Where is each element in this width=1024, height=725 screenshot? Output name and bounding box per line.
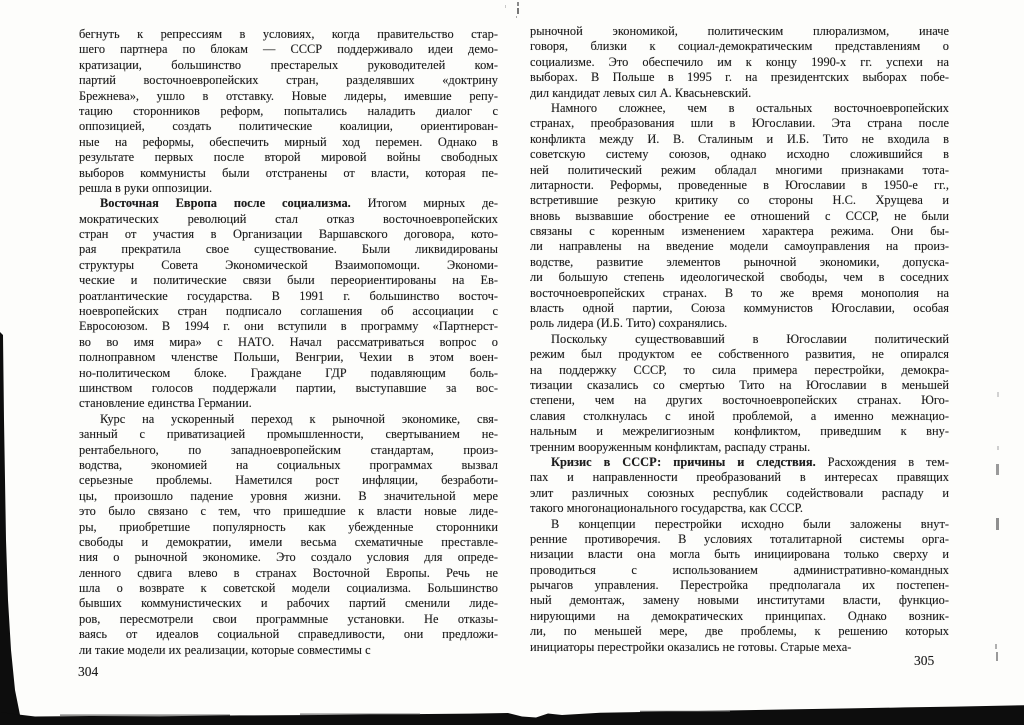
paragraph [530,455,949,517]
paragraph [530,517,949,656]
text-line: но-политическом блоке. Граждане ГДР подавляющим боль- [79,365,498,380]
text-line: ные на реформы, обеспечить мирный ход перемен. Однако в [79,134,498,149]
text-line: В концепции перестройки исходно были заложены внут- [551,516,949,531]
text-line: мократических революций стал отказ восточноевропейских [79,211,498,226]
text-line: во во имя мира» с НАТО. Начал рассматриваться вопрос о [79,334,498,349]
scan-speck-artifact [996,464,999,475]
text-line: социализме. Это обеспечило им к концу 1990-х гг. успехи на [530,54,949,69]
text-line: встретившие резкую критику со стороны Н.С. Хрущева и [530,193,949,208]
text-line: свободы и демократии, имели весьма схематичные преставле- [79,534,498,549]
page-number-left: 304 [78,664,99,679]
text-line: структуры Совета Экономической Взаимопомощи. Экономи- [79,257,498,272]
text-line: кратизации, большинство престарелых руководителей ком- [79,57,498,72]
text-line: партий восточноевропейских стран, разделявших «доктрину [79,73,498,88]
binding-smudge-artifact [516,16,517,18]
paragraph [530,24,949,101]
text-line: советскую систему союзов, однако исходно сложившийся в [530,147,949,162]
bottom-edge-texture [640,711,730,712]
text-line: ния о рыночной экономике. Это создало условия для опреде- [79,550,498,565]
scan-speck-artifact [995,644,997,649]
text-line: странах, преобразования шли в Югославии. Эта страна после [530,116,949,131]
left-edge-shadow [0,332,24,725]
binding-smudge-artifact [517,2,519,6]
text-line: серьезные проблемы. Наметился рост инфляции, безработи- [79,473,498,488]
text-line: шла о возврате к советской модели социализма. Большинство [79,581,498,596]
scan-speck-artifact [996,652,998,661]
text-line: шинством голосов поддержали партии, выступавшие за вос- [79,380,498,395]
text-line: на поддержку СССР, то сила примера перестройки, демокра- [530,362,949,377]
paragraph [79,196,498,411]
scan-speck-artifact [997,446,999,450]
text-line: ноевропейских стран подписало соглашения об ассоциации с [79,304,498,319]
bottom-edge-shadow [0,705,1024,725]
text-line: Брежнева», ушло в отставку. Новые лидеры, имевшие репу- [79,88,498,103]
text-line: стран от участия в Организации Варшавского договора, кото- [79,227,498,242]
text-line: выборов коммунисты были отстранены от власти, которая пе- [79,165,498,180]
text-line: тизации сказались со смертью Тито на Югославии в меньшей [530,377,949,392]
text-line: ли такие модели их реализации, которые совместимы с [79,642,371,657]
binding-smudge-artifact [505,5,506,8]
text-line: низации власти она могла быть инициирована только сверху и [530,547,949,562]
section-heading: Восточная Европа после социализма. [100,196,351,211]
text-line: рая прекратила свое существование. Были ликвидированы [79,242,498,257]
text-line: это было связано с тем, что пришедшие к власти новые лиде- [79,504,498,519]
text-line: такого многонационального государства, как СССР. [530,501,803,516]
text-line: шего партнера по блокам — СССР поддерживало идеи демо- [79,42,498,57]
text-line: выборах. В Польше в 1995 г. на президентских выборах побе- [530,70,949,85]
text-line: славия столкнулась с иной проблемой, а именно межнацио- [530,408,949,423]
text-line: дил кандидат левых сил А. Квасьневский. [530,85,752,100]
text-line: роатлантические государства. В 1991 г. большинство восточ- [79,288,498,303]
text-line: оппозицией, создать политические коалиции, ориентирован- [79,119,498,134]
text-line: ленного сдвига влево в странах Восточной Европы. Речь не [79,565,498,580]
text-line: ли большую степень идеологической свободы, чем в соседних [530,270,949,285]
text-line: режим был продуктом ее собственного развития, не опирался [530,347,949,362]
text-line: роль лидера (И.Б. Тито) сохранялись. [530,316,728,331]
text-line: Восточная Европа после социализма. Итогом мирных де- [100,196,498,211]
text-line: нальным и межрелигиозным конфликтом, приведшим к вну- [530,424,949,439]
text-line: ли, по меньшей мере, две проблемы, к решению которых [530,624,949,639]
text-line: ней политический режим обладал многими признаками тота- [530,162,949,177]
text-line: полноправном членстве Польши, Венгрии, Чехии в этом воен- [79,350,498,365]
text-line: Кризис в СССР: причины и следствия. Расхождения в тем- [551,454,949,469]
scan-speck-artifact [997,392,999,397]
paragraph [79,27,498,196]
paragraph [79,412,498,658]
text-line: рентабельного, по западноевропейским стандартам, произ- [79,442,498,457]
text-line: ры, приобретшие популярность как убежденные сторонники [79,519,498,534]
text-line: связаны с коренным изменением характера режима. Они бы- [530,224,949,239]
text-line: решла в руки оппозиции. [79,180,213,195]
bottom-edge-texture [60,715,230,716]
text-line: Намного сложнее, чем в остальных восточноевропейских [551,100,949,115]
paragraph [530,332,949,455]
text-line: ваясь от идеалов социальной справедливости, они предложи- [79,627,498,642]
text-line: бывших коммунистических и рабочих партий сменили лиде- [79,596,498,611]
text-line: тренним вооруженным конфликтам, распаду страны. [530,439,811,454]
scan-speck-artifact [996,518,999,530]
text-line: тацию сторонников реформ, попытались наладить диалог с [79,103,498,118]
bottom-edge-texture [300,714,420,715]
text-line: элит различных союзных республик содействовали распаду и [530,485,949,500]
text-line: бегнуть к репрессиям в условиях, когда правительство стар- [79,27,498,41]
text-line: конфликта между И. В. Сталиным и И.Б. Тито не входила в [530,131,949,146]
page-text-right [530,24,949,655]
section-heading: Кризис в СССР: причины и следствия. [551,454,816,469]
text-line: инициаторы перестройки оказались не готовы. Старые меха- [530,639,852,654]
text-line: ров, пересмотрели свои программные установки. Не отказы- [79,611,498,626]
text-line: говоря, близки к социал-демократическим представлениям о [530,39,949,54]
text-line: нирующими на демократических принципах. Однако возник- [530,608,949,623]
text-line: Евросоюзом. В 1994 г. они вступили в программу «Партнерст- [79,319,498,334]
text-line: ный демонтаж, замену новыми институтами власти, функцио- [530,593,949,608]
binding-smudge-artifact [517,8,519,14]
page-text-left [79,27,498,658]
text-line: ли направлены на введение модели самоуправления на произ- [530,239,949,254]
text-line: рыночной экономикой, политическим плюрализмом, иначе [530,24,949,38]
text-line: ренние противоречия. В условиях тоталитарной системы орга- [530,531,949,546]
text-line: водства, экономией на социальных программах вызвал [79,457,498,472]
page-number-right: 305 [914,653,935,668]
text-line: ческие и политические связи были переориентированы на Ев- [79,273,498,288]
text-line: цы, произошло падение уровня жизни. В значительной мере [79,488,498,503]
text-line: водстве, развитие элементов рыночной экономики, допуска- [530,254,949,269]
text-line: проводиться с использованием административно-командных [530,562,949,577]
text-line: Поскольку существовавший в Югославии политический [551,331,949,346]
text-line: восточноевропейских странах. В то же время монополия на [530,285,949,300]
text-line: власть одной партии, Союза коммунистов Югославии, особая [530,301,949,316]
text-line: вновь вызвавшие обострение ее отношений с СССР, не были [530,208,949,223]
text-line: занный с приватизацией промышленности, свертыванием не- [79,427,498,442]
text-line: пах и направленности преобразований в интересах правящих [530,470,949,485]
text-line: рычагов управления. Перестройка предполагала их постепен- [530,578,949,593]
text-line: степени, чем на других восточноевропейских странах. Юго- [530,393,949,408]
text-line: Курс на ускоренный переход к рыночной экономике, свя- [100,411,498,426]
text-line: результате первых после второй мировой войны свободных [79,150,498,165]
text-line: становление единства Германии. [79,396,252,411]
text-line: литарности. Реформы, проведенные в Югославии в 1950-е гг., [530,177,949,192]
paragraph [530,101,949,332]
